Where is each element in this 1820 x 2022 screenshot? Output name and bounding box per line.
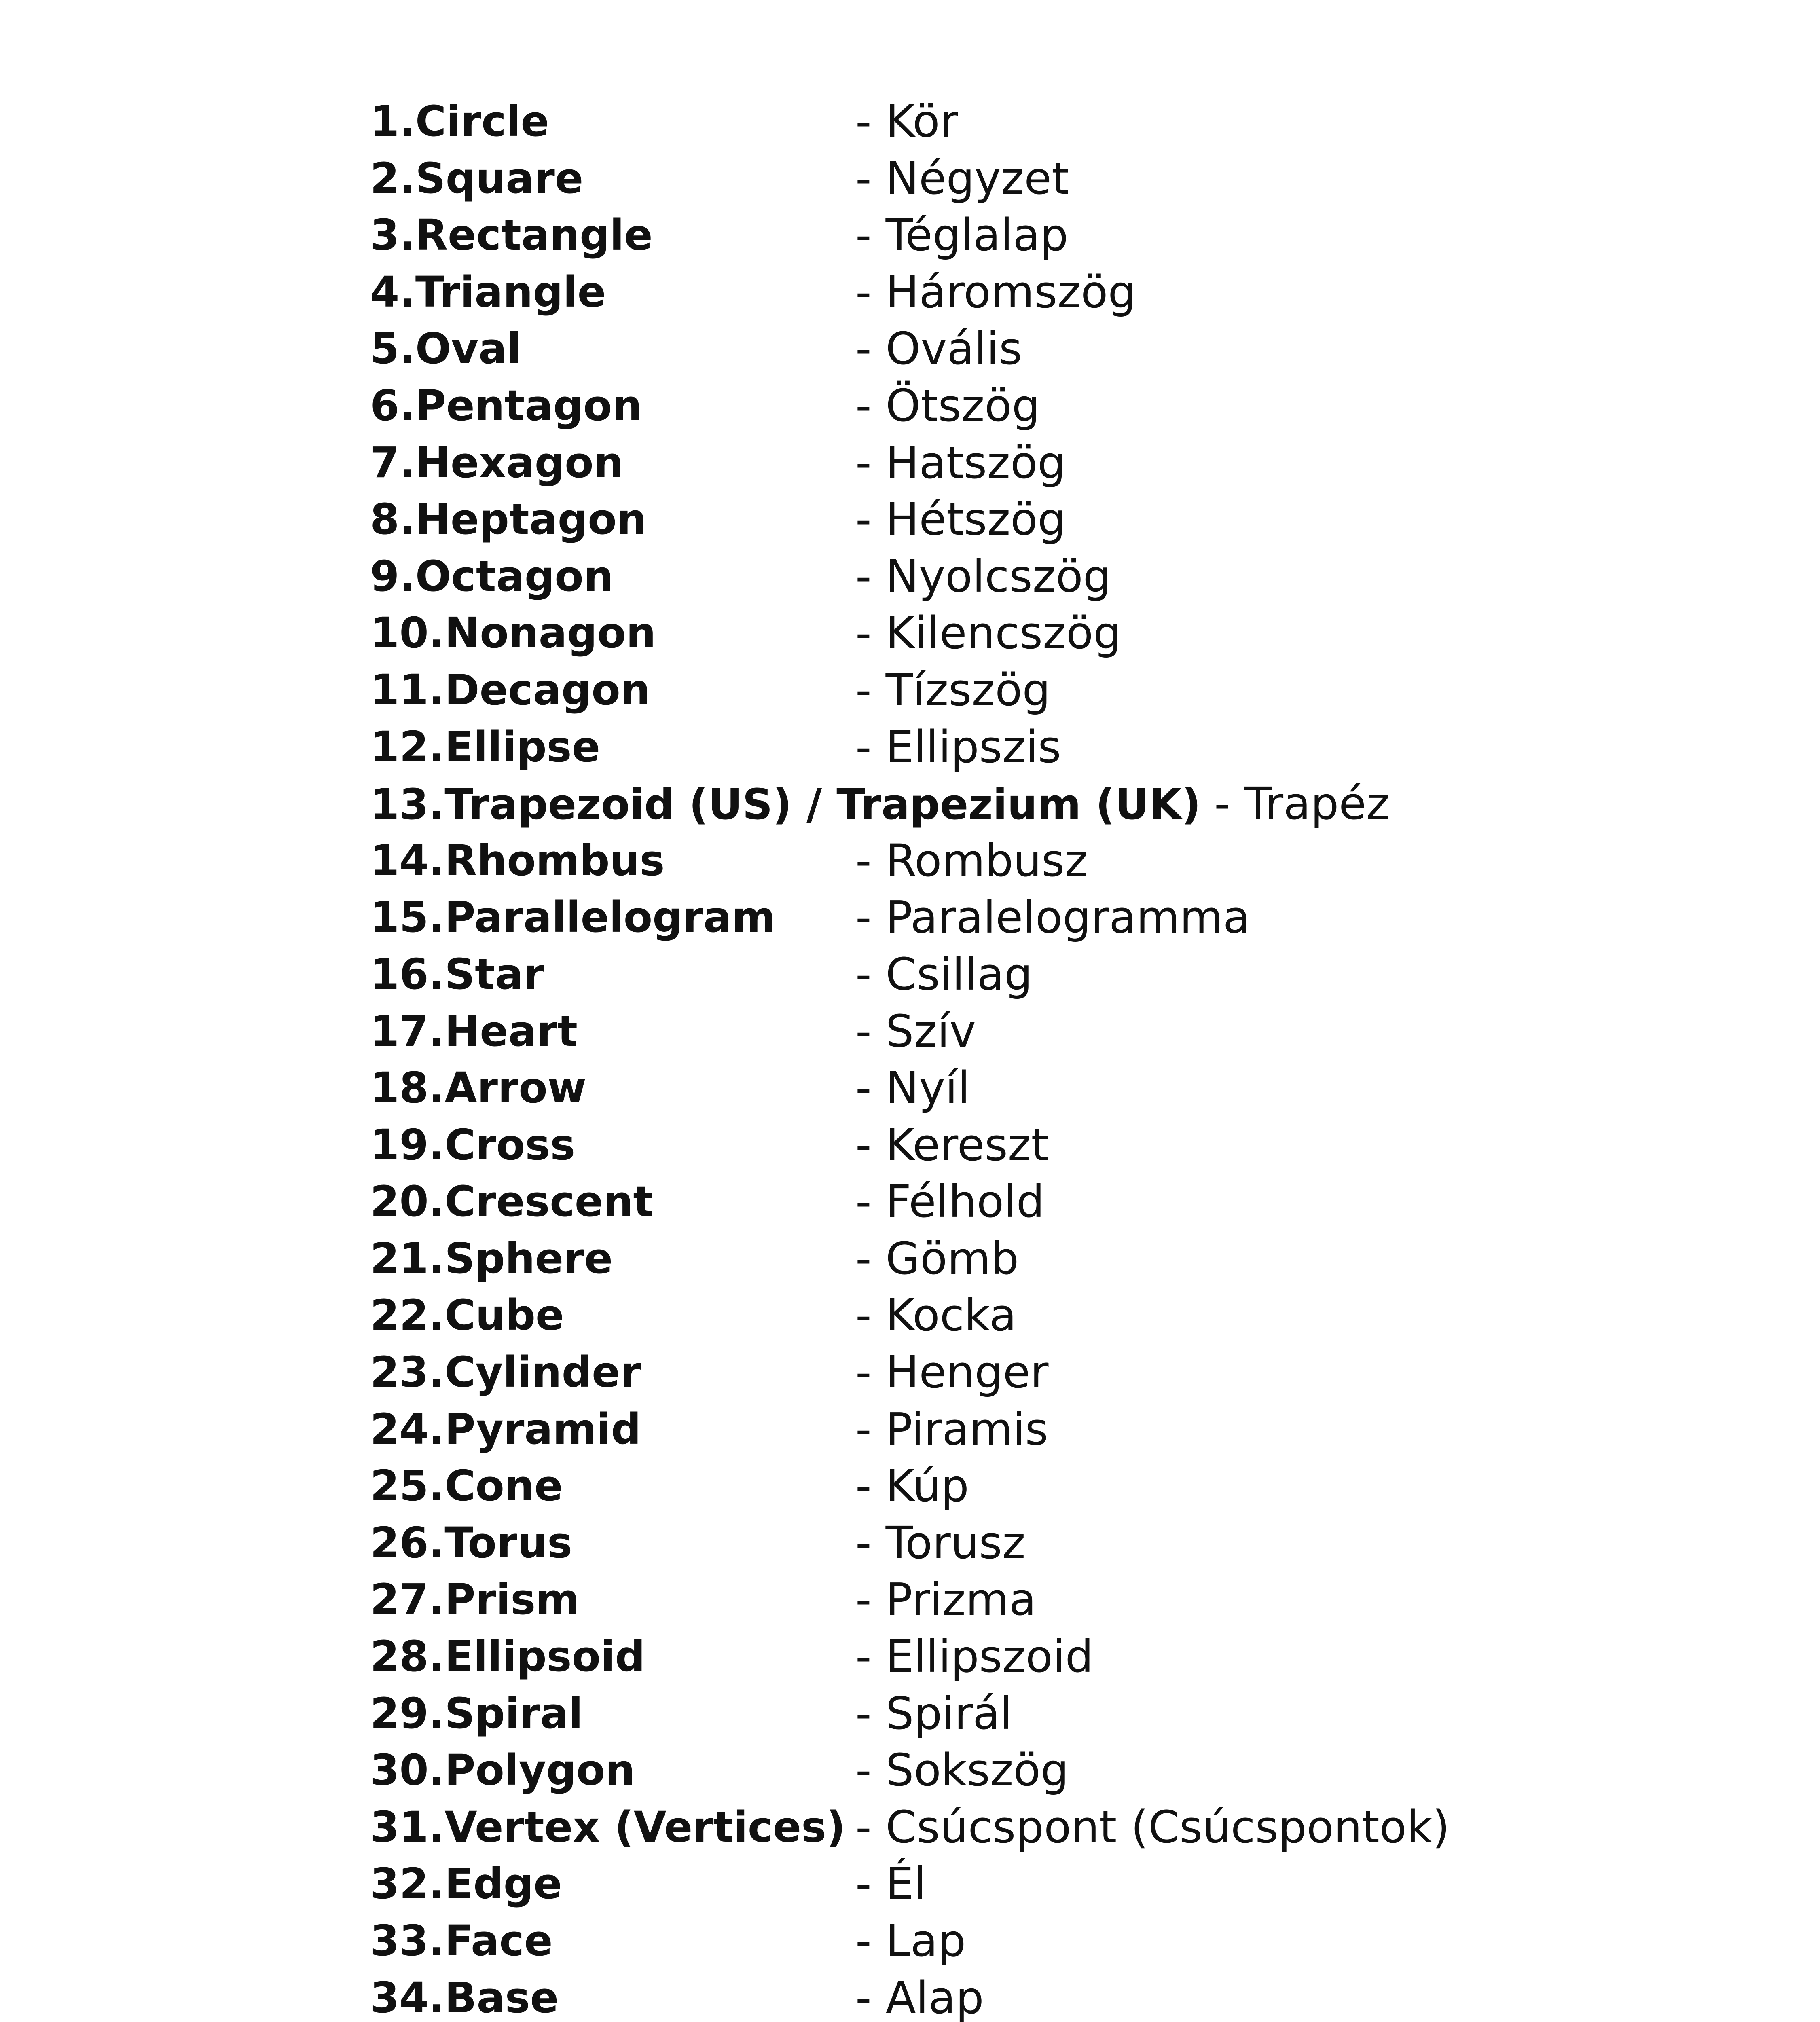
english-term: 31.Vertex (Vertices) bbox=[370, 1802, 846, 1852]
hungarian-translation: - Ötszög bbox=[855, 379, 1040, 431]
list-item bbox=[370, 1742, 1390, 1799]
list-item bbox=[370, 889, 1390, 946]
list-item bbox=[370, 264, 1390, 321]
hungarian-translation: - Háromszög bbox=[855, 266, 1136, 318]
list-item bbox=[370, 946, 1390, 1003]
english-term: 29.Spiral bbox=[370, 1688, 583, 1738]
list-item bbox=[370, 1799, 1450, 1856]
list-item bbox=[370, 434, 1390, 491]
english-term: 30.Polygon bbox=[370, 1745, 635, 1795]
hungarian-translation: - Henger bbox=[855, 1346, 1049, 1398]
list-item bbox=[370, 775, 1390, 832]
english-term: 15.Parallelogram bbox=[370, 893, 776, 942]
hungarian-translation: - Kocka bbox=[855, 1289, 1017, 1341]
hungarian-translation: - Csúcspont (Csúcspontok) bbox=[855, 1801, 1450, 1853]
list-item bbox=[370, 605, 1390, 662]
english-term: 2.Square bbox=[370, 153, 584, 203]
hungarian-translation: - Félhold bbox=[855, 1176, 1045, 1228]
shape-vocabulary-list bbox=[370, 93, 1450, 2022]
hungarian-translation: - Négyzet bbox=[855, 152, 1069, 204]
hungarian-translation: - Piramis bbox=[855, 1403, 1048, 1455]
english-term: 17.Heart bbox=[370, 1006, 578, 1056]
english-term: 3.Rectangle bbox=[370, 210, 653, 260]
list-item bbox=[370, 93, 1390, 150]
english-term: 7.Hexagon bbox=[370, 438, 624, 487]
list-item bbox=[370, 1855, 1390, 1912]
list-item bbox=[370, 1117, 1390, 1174]
hungarian-translation: - Kúp bbox=[855, 1460, 969, 1512]
list-item bbox=[370, 548, 1390, 605]
hungarian-translation: - Trapéz bbox=[1214, 778, 1390, 830]
hungarian-translation: - Téglalap bbox=[855, 209, 1069, 261]
list-item bbox=[370, 1401, 1390, 1458]
list-item bbox=[370, 1003, 1390, 1060]
hungarian-translation: - Rombusz bbox=[855, 834, 1088, 886]
list-item bbox=[370, 1457, 1390, 1514]
hungarian-translation: - Sokszög bbox=[855, 1744, 1069, 1796]
english-term: 6.Pentagon bbox=[370, 381, 642, 430]
hungarian-translation: - Torusz bbox=[855, 1516, 1026, 1569]
english-term: 23.Cylinder bbox=[370, 1347, 641, 1397]
list-item bbox=[370, 1912, 1390, 1969]
list-item bbox=[370, 832, 1390, 889]
hungarian-translation: - Tízszög bbox=[855, 664, 1051, 716]
hungarian-translation: - Kereszt bbox=[855, 1119, 1049, 1171]
hungarian-translation: - Ovális bbox=[855, 323, 1022, 375]
hungarian-translation: - Prizma bbox=[855, 1574, 1037, 1626]
list-item bbox=[370, 719, 1390, 776]
english-term: 16.Star bbox=[370, 949, 544, 999]
english-term: 11.Decagon bbox=[370, 665, 650, 715]
english-term: 9.Octagon bbox=[370, 551, 614, 601]
hungarian-translation: - Csillag bbox=[855, 948, 1033, 1000]
hungarian-translation: - Él bbox=[855, 1858, 926, 1910]
english-term: 25.Cone bbox=[370, 1461, 563, 1511]
english-term: 5.Oval bbox=[370, 324, 521, 374]
english-term: 1.Circle bbox=[370, 97, 549, 146]
english-term: 27.Prism bbox=[370, 1575, 580, 1624]
english-term: 13.Trapezoid (US) / Trapezium (UK) bbox=[370, 780, 1201, 829]
hungarian-translation: - Nyolcszög bbox=[855, 550, 1111, 602]
english-term: 18.Arrow bbox=[370, 1063, 586, 1113]
hungarian-translation: - Nyíl bbox=[855, 1062, 970, 1114]
english-term: 24.Pyramid bbox=[370, 1404, 641, 1454]
hungarian-translation: - Ellipszis bbox=[855, 721, 1061, 773]
hungarian-translation: - Ellipszoid bbox=[855, 1631, 1094, 1683]
hungarian-translation: - Kilencszög bbox=[855, 607, 1122, 659]
hungarian-translation: - Hétszög bbox=[855, 493, 1066, 546]
hungarian-translation: - Hatszög bbox=[855, 436, 1066, 489]
english-term: 4.Triangle bbox=[370, 267, 606, 317]
english-term: 19.Cross bbox=[370, 1120, 576, 1170]
hungarian-translation: - Paralelogramma bbox=[855, 891, 1251, 943]
list-item bbox=[370, 1230, 1390, 1287]
list-item bbox=[370, 1571, 1390, 1628]
english-term: 14.Rhombus bbox=[370, 835, 665, 885]
list-item bbox=[370, 150, 1390, 207]
english-term: 12.Ellipse bbox=[370, 722, 601, 772]
list-item bbox=[370, 377, 1390, 434]
list-item bbox=[370, 491, 1390, 548]
list-item bbox=[370, 1173, 1390, 1230]
english-term: 33.Face bbox=[370, 1916, 553, 1965]
hungarian-translation: - Alap bbox=[855, 1971, 984, 2022]
english-term: 10.Nonagon bbox=[370, 608, 656, 658]
english-term: 28.Ellipsoid bbox=[370, 1632, 645, 1681]
hungarian-translation: - Lap bbox=[855, 1915, 966, 1967]
hungarian-translation: - Spirál bbox=[855, 1687, 1013, 1739]
list-item bbox=[370, 1685, 1390, 1742]
english-term: 21.Sphere bbox=[370, 1233, 613, 1283]
english-term: 8.Heptagon bbox=[370, 495, 647, 544]
list-item bbox=[370, 1969, 1390, 2022]
list-item bbox=[370, 1514, 1390, 1571]
list-item bbox=[370, 207, 1390, 264]
english-term: 34.Base bbox=[370, 1973, 559, 2022]
english-term: 22.Cube bbox=[370, 1290, 564, 1340]
english-term: 26.Torus bbox=[370, 1518, 573, 1567]
list-item bbox=[370, 1287, 1390, 1344]
list-item bbox=[370, 1344, 1390, 1401]
hungarian-translation: - Gömb bbox=[855, 1232, 1019, 1284]
hungarian-translation: - Kör bbox=[855, 95, 958, 147]
list-item bbox=[370, 662, 1390, 719]
english-term: 32.Edge bbox=[370, 1859, 562, 1909]
english-term: 20.Crescent bbox=[370, 1177, 654, 1227]
list-item bbox=[370, 320, 1390, 377]
list-item bbox=[370, 1628, 1390, 1685]
list-item bbox=[370, 1060, 1390, 1117]
hungarian-translation: - Szív bbox=[855, 1005, 976, 1057]
